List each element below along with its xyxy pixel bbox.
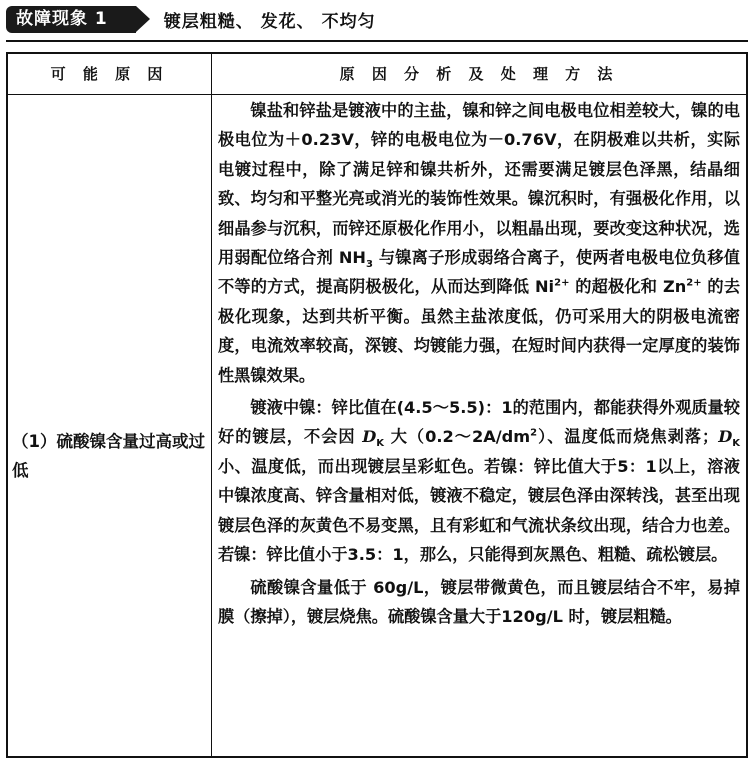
fault-badge: 故障现象 1 — [6, 6, 136, 33]
header-analysis: 原 因 分 析 及 处 理 方 法 — [339, 65, 619, 83]
column-divider — [211, 54, 212, 756]
analysis-paragraph-1: 镍盐和锌盐是镀液中的主盐，镍和锌之间电极电位相差较大，镍的电极电位为＋0.23V，锌的电极电位为－0.76V，在阴极难以共析，实际电镀过程中，除了满足锌和镍共析外，还需要满足镀层色泽黑，结晶细致、均匀和平整光亮或消光的装饰性效果。镍沉积时，有强极化作用，以细晶参与沉积，而锌还原极化作用小，以粗晶出现，要改变这种状况，选用弱配位络合剂 $NH_3$ 与镍离子形成弱络合离子，使两者电极电位负移值不等的方式，提高阴极极化，从而达到降低 $Ni^{2+}$ 的超极化和 $Zn^{2+}$ 的去极化现象，达到共析平衡。虽然主盐浓度低，仍可采用大的阴极电流密度，电流效率较高，深镀、均镀能力强，在短时间内获得一定厚度的装饰性黑镍效果。 — [218, 101, 741, 385]
header-cause: 可 能 原 因 — [50, 65, 169, 83]
analysis-cell — [218, 96, 740, 631]
header-rule — [6, 40, 748, 42]
fault-title: 镀层粗糙、 发花、 不均匀 — [163, 12, 376, 32]
analysis-paragraph-3: 硫酸镍含量低于 60g/L，镀层带微黄色，而且镀层结合不牢，易掉膜（擦掉），镀层烧焦。硫酸镍含量大于120g/L 时，镀层粗糙。 — [218, 577, 740, 626]
cause-cell: （1）硫酸镍含量过高或过低 — [12, 432, 205, 480]
table-header-row — [8, 54, 746, 95]
header-banner — [6, 6, 376, 33]
fault-table — [6, 52, 748, 758]
analysis-paragraph-2: 镀液中镍：锌比值在(4.5～5.5)：1的范围内，都能获得外观质量较好的镀层，不会因 $D_K$ 大$(0.2\sim 2A/dm^2)$、温度低而烧焦剥落；$D_K$ 小、温度低，而出现镀层呈彩虹色。若镍：锌比值大于5：1以上，溶液中镍浓度高、锌含量相对低，镀液不稳定，镀层色泽由深转浅，甚至出现镀层色泽的灰黄色不易变黑，且有彩虹和气流状条纹出现，结合力也差。若镍：锌比值小于3.5：1，那么，只能得到灰黑色、粗糙、疏松镀层。 — [218, 398, 740, 565]
